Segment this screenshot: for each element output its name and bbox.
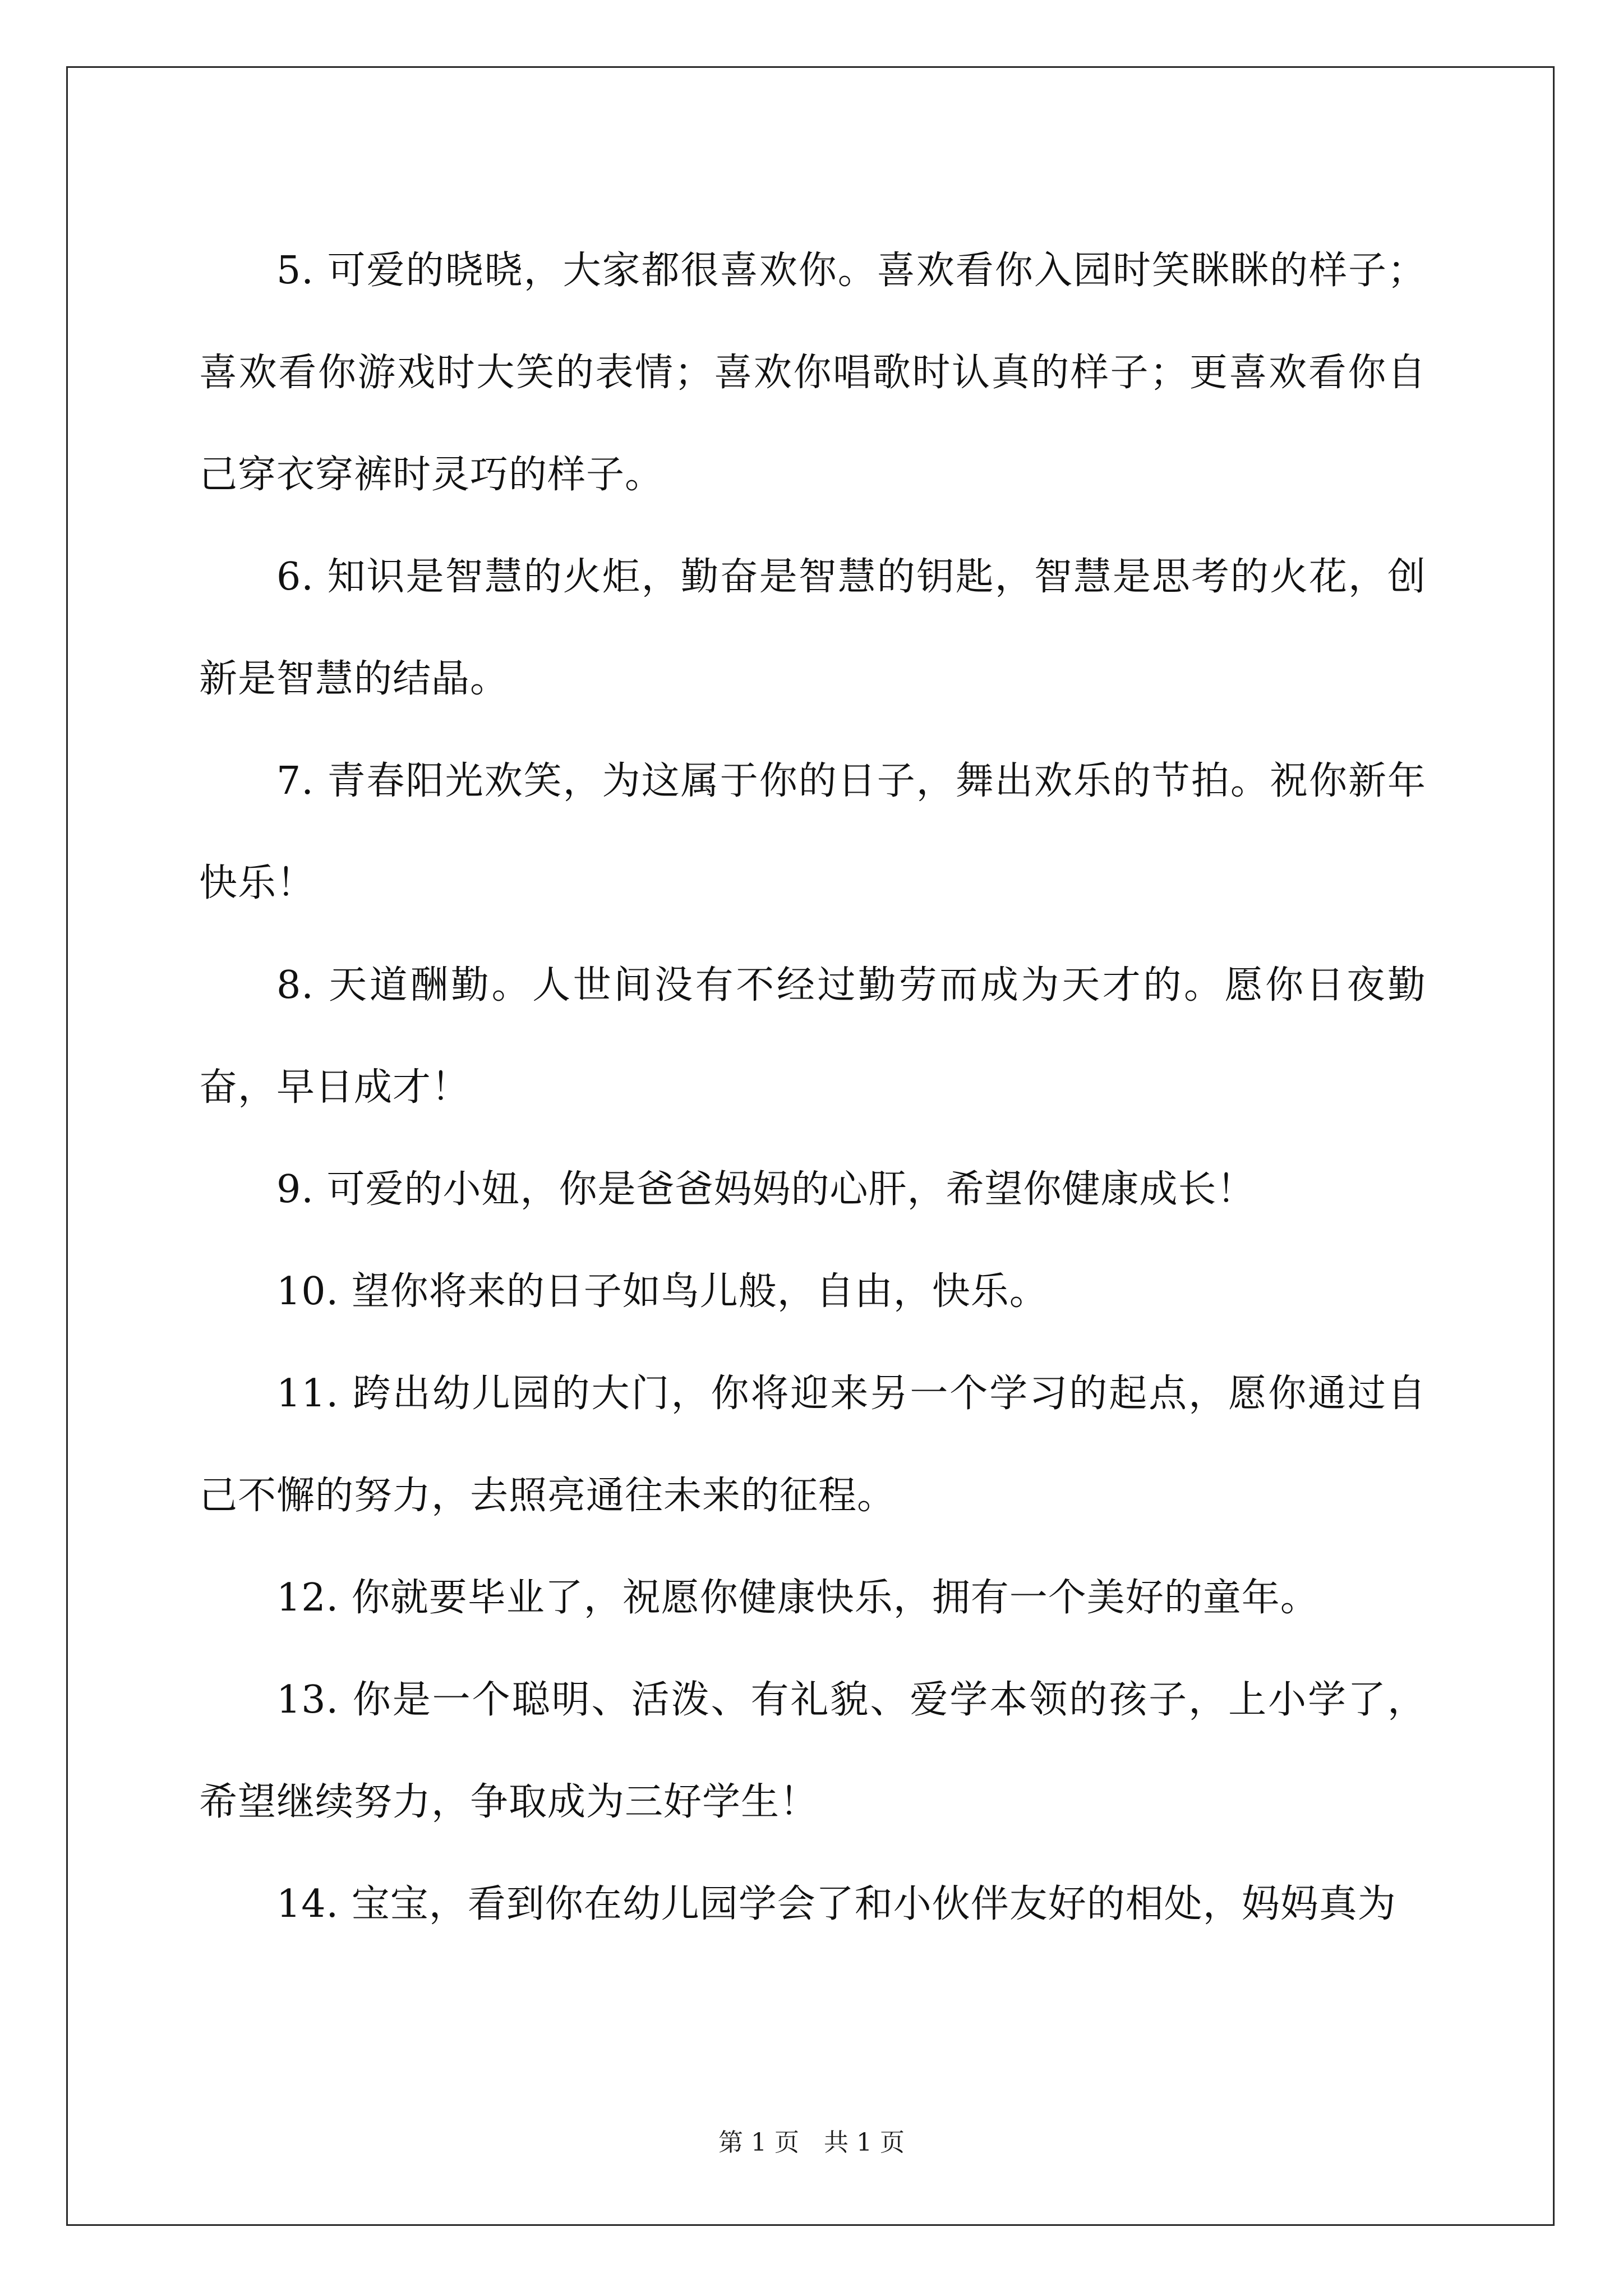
paragraph-9: 9. 可爱的小妞，你是爸爸妈妈的心肝，希望你健康成长！ [276, 1167, 1256, 1212]
paragraph-7: 7. 青春阳光欢笑，为这属于你的日子，舞出欢乐的节拍。祝你新年快乐！ [199, 759, 1426, 905]
paragraph-14: 14. 宝宝，看到你在幼儿园学会了和小伙伴友好的相处，妈妈真为 [276, 1882, 1396, 1926]
paragraph-12: 12. 你就要毕业了，祝愿你健康快乐，拥有一个美好的童年。 [276, 1576, 1319, 1620]
paragraph-8: 8. 天道酬勤。人世间没有不经过勤劳而成为天才的。愿你日夜勤奋，早日成才！ [199, 963, 1426, 1110]
paragraph-13: 13. 你是一个聪明、活泼、有礼貌、爱学本领的孩子，上小学了，希望继续努力，争取成为三好学生！ [199, 1678, 1426, 1824]
paragraph-11: 11. 跨出幼儿园的大门，你将迎来另一个学习的起点，愿你通过自己不懈的努力，去照亮通往未来的征程。 [199, 1372, 1426, 1518]
paragraph-10: 10. 望你将来的日子如鸟儿般，自由，快乐。 [276, 1269, 1048, 1314]
paragraph-6: 6. 知识是智慧的火炬，勤奋是智慧的钥匙，智慧是思考的火花，创新是智慧的结晶。 [199, 555, 1426, 701]
page-footer: 第 1 页 共 1 页 [718, 2128, 905, 2157]
document-body [199, 220, 1426, 1955]
paragraph-5: 5. 可爱的晓晓，大家都很喜欢你。喜欢看你入园时笑眯眯的样子；喜欢看你游戏时大笑的表情；喜欢你唱歌时认真的样子；更喜欢看你自己穿衣穿裤时灵巧的样子。 [199, 249, 1426, 497]
